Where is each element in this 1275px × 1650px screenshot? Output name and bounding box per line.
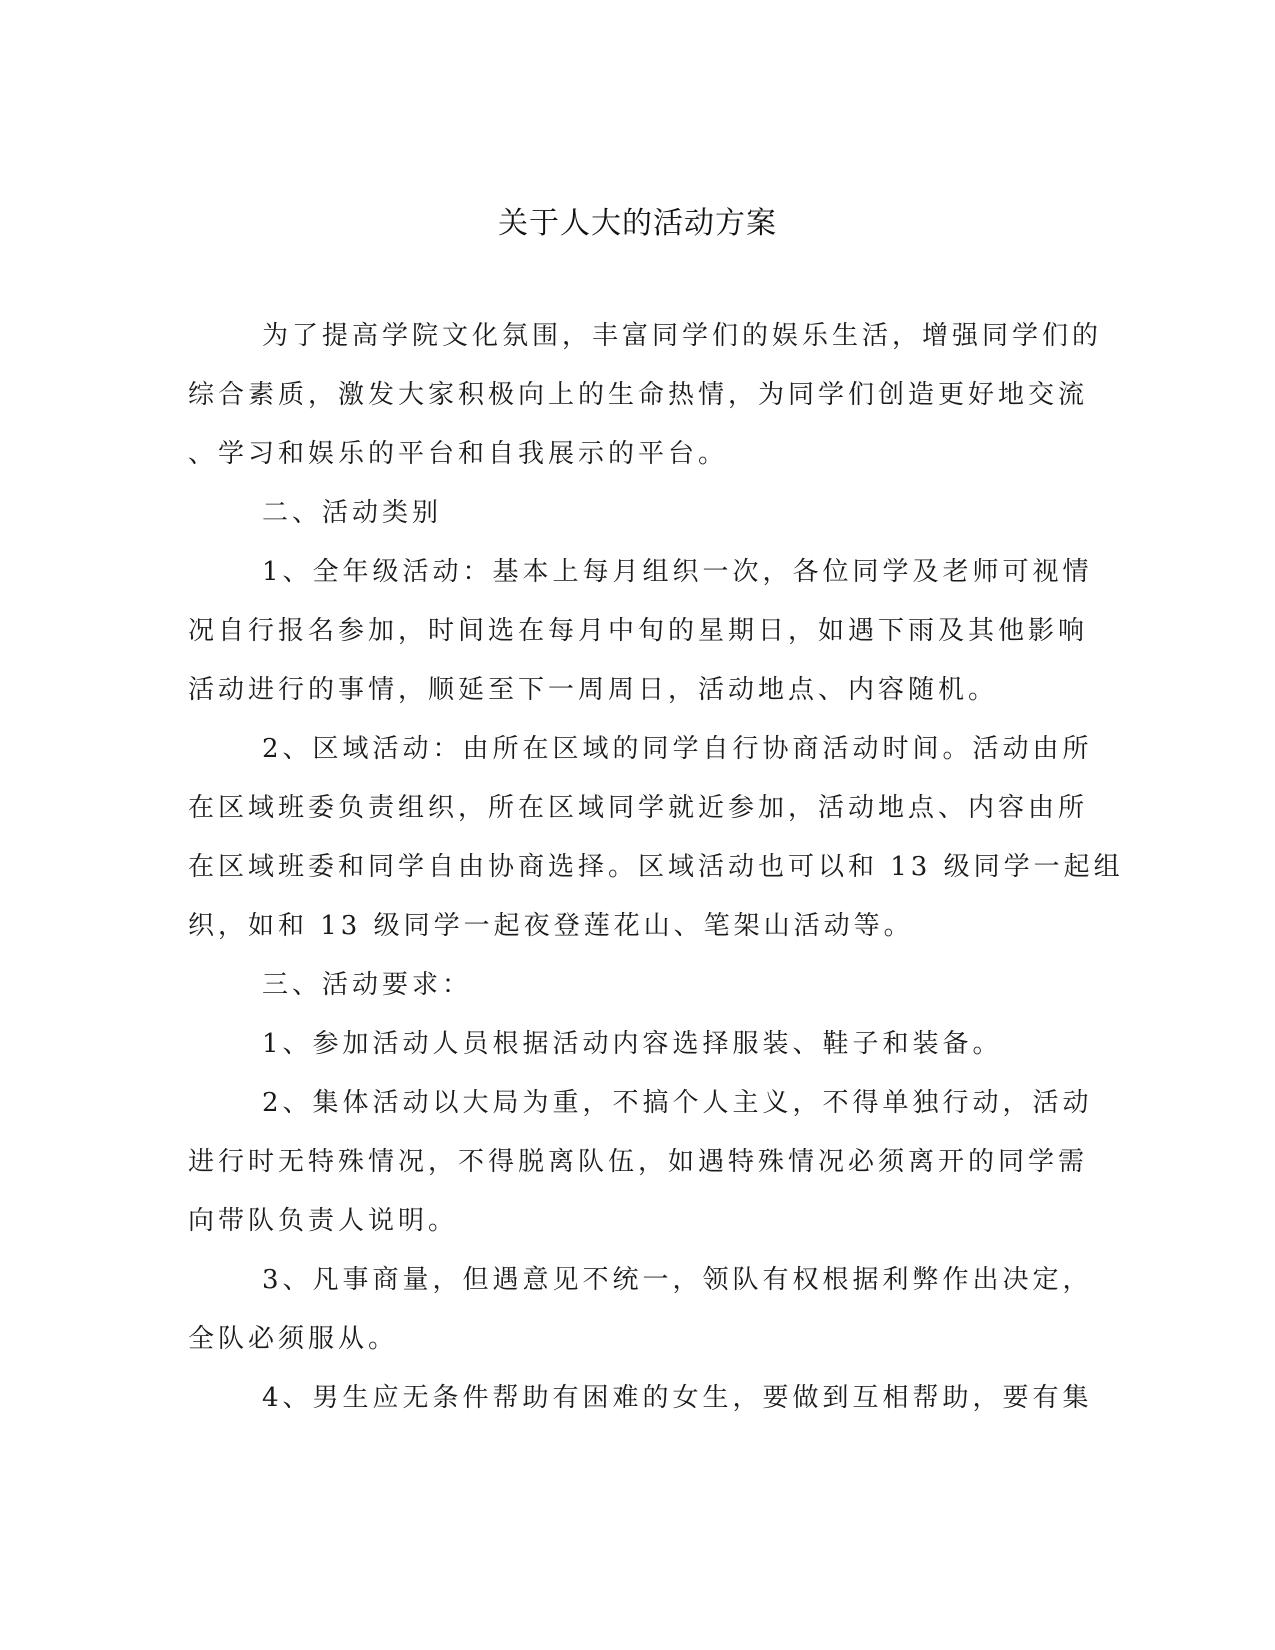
page-title: 关于人大的活动方案 — [498, 206, 777, 241]
text-line: 织，如和 13 级同学一起夜登莲花山、笔架山活动等。 — [188, 911, 914, 941]
text-line: 2、区域活动：由所在区域的同学自行协商活动时间。活动由所 — [262, 734, 1093, 764]
text-line: 1、参加活动人员根据活动内容选择服装、鞋子和装备。 — [262, 1029, 1003, 1059]
text-line: 进行时无特殊情况，不得脱离队伍，如遇特殊情况必须离开的同学需 — [188, 1147, 1089, 1177]
text-line: 1、全年级活动：基本上每月组织一次，各位同学及老师可视情 — [262, 557, 1093, 587]
text-line: 为了提高学院文化氛围，丰富同学们的娱乐生活，增强同学们的 — [262, 321, 1103, 351]
text-line: 向带队负责人说明。 — [188, 1206, 459, 1236]
text-line: 综合素质，激发大家积极向上的生命热情，为同学们创造更好地交流 — [188, 380, 1089, 410]
text-line: 3、凡事商量，但遇意见不统一，领队有权根据利弊作出决定， — [262, 1265, 1093, 1295]
text-line: 在区域班委负责组织，所在区域同学就近参加，活动地点、内容由所 — [188, 793, 1089, 823]
section-heading: 三、活动要求： — [262, 970, 473, 1000]
text-line: 2、集体活动以大局为重，不搞个人主义，不得单独行动，活动 — [262, 1088, 1093, 1118]
text-line: 、学习和娱乐的平台和自我展示的平台。 — [188, 439, 729, 469]
text-line: 况自行报名参加，时间选在每月中旬的星期日，如遇下雨及其他影响 — [188, 616, 1089, 646]
section-heading: 二、活动类别 — [262, 498, 443, 528]
text-line: 在区域班委和同学自由协商选择。区域活动也可以和 13 级同学一起组 — [188, 852, 1124, 882]
text-line: 全队必须服从。 — [188, 1324, 399, 1354]
text-line: 4、男生应无条件帮助有困难的女生，要做到互相帮助，要有集 — [262, 1383, 1093, 1413]
text-line: 活动进行的事情，顺延至下一周周日，活动地点、内容随机。 — [188, 675, 999, 705]
